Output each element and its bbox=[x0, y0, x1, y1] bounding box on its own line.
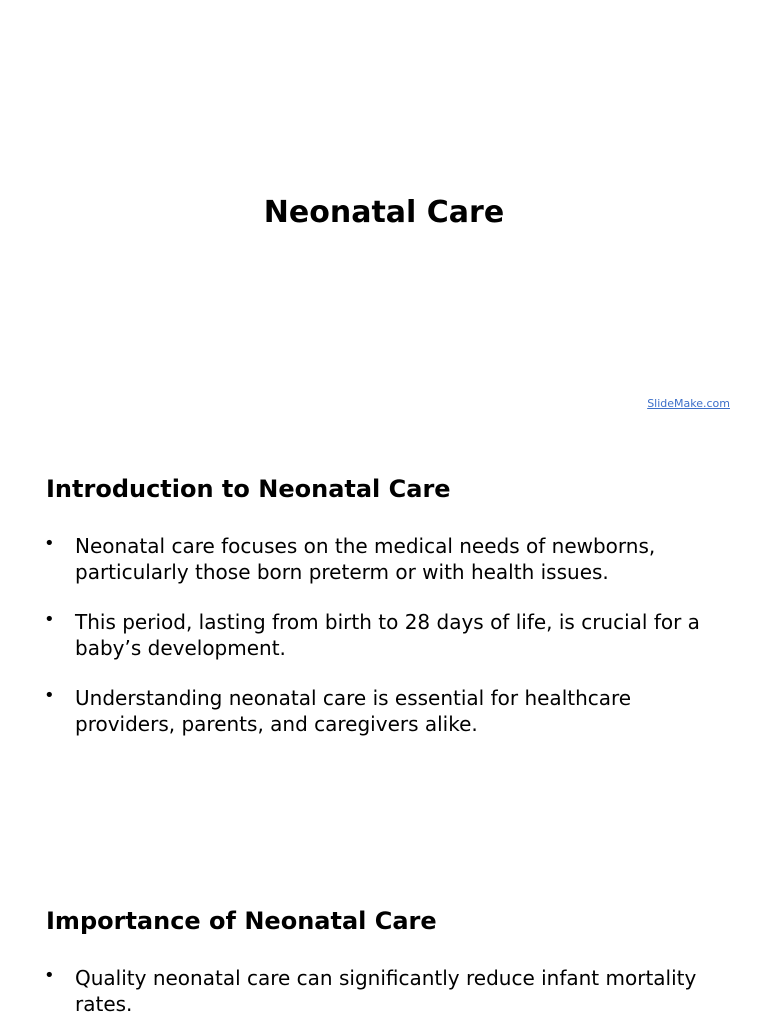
title-slide bbox=[0, 0, 768, 432]
bullet-icon: • bbox=[44, 533, 55, 554]
list-item bbox=[0, 965, 768, 1017]
bullet-text: This period, lasting from birth to 28 days of life, is crucial for a baby’s development. bbox=[75, 610, 700, 660]
bullet-text: Quality neonatal care can significantly reduce infant mortality rates. bbox=[75, 966, 697, 1016]
bullet-list bbox=[0, 965, 768, 1024]
bullet-icon: • bbox=[44, 685, 55, 706]
bullet-icon: • bbox=[44, 609, 55, 630]
slide-heading: Importance of Neonatal Care bbox=[46, 907, 437, 935]
slidemake-link[interactable]: SlideMake.com bbox=[647, 397, 730, 410]
presentation-title: Neonatal Care bbox=[263, 195, 505, 230]
list-item bbox=[0, 685, 768, 737]
slide-heading: Introduction to Neonatal Care bbox=[46, 475, 451, 503]
list-item bbox=[0, 533, 768, 585]
bullet-icon: • bbox=[44, 965, 55, 986]
bullet-text: Neonatal care focuses on the medical needs of newborns, particularly those born preterm or with health issues. bbox=[75, 534, 656, 584]
bullet-list bbox=[0, 533, 768, 761]
intro-slide bbox=[0, 432, 768, 864]
bullet-text: Understanding neonatal care is essential for healthcare providers, parents, and caregivers alike. bbox=[75, 686, 632, 736]
list-item bbox=[0, 609, 768, 661]
importance-slide bbox=[0, 864, 768, 1024]
